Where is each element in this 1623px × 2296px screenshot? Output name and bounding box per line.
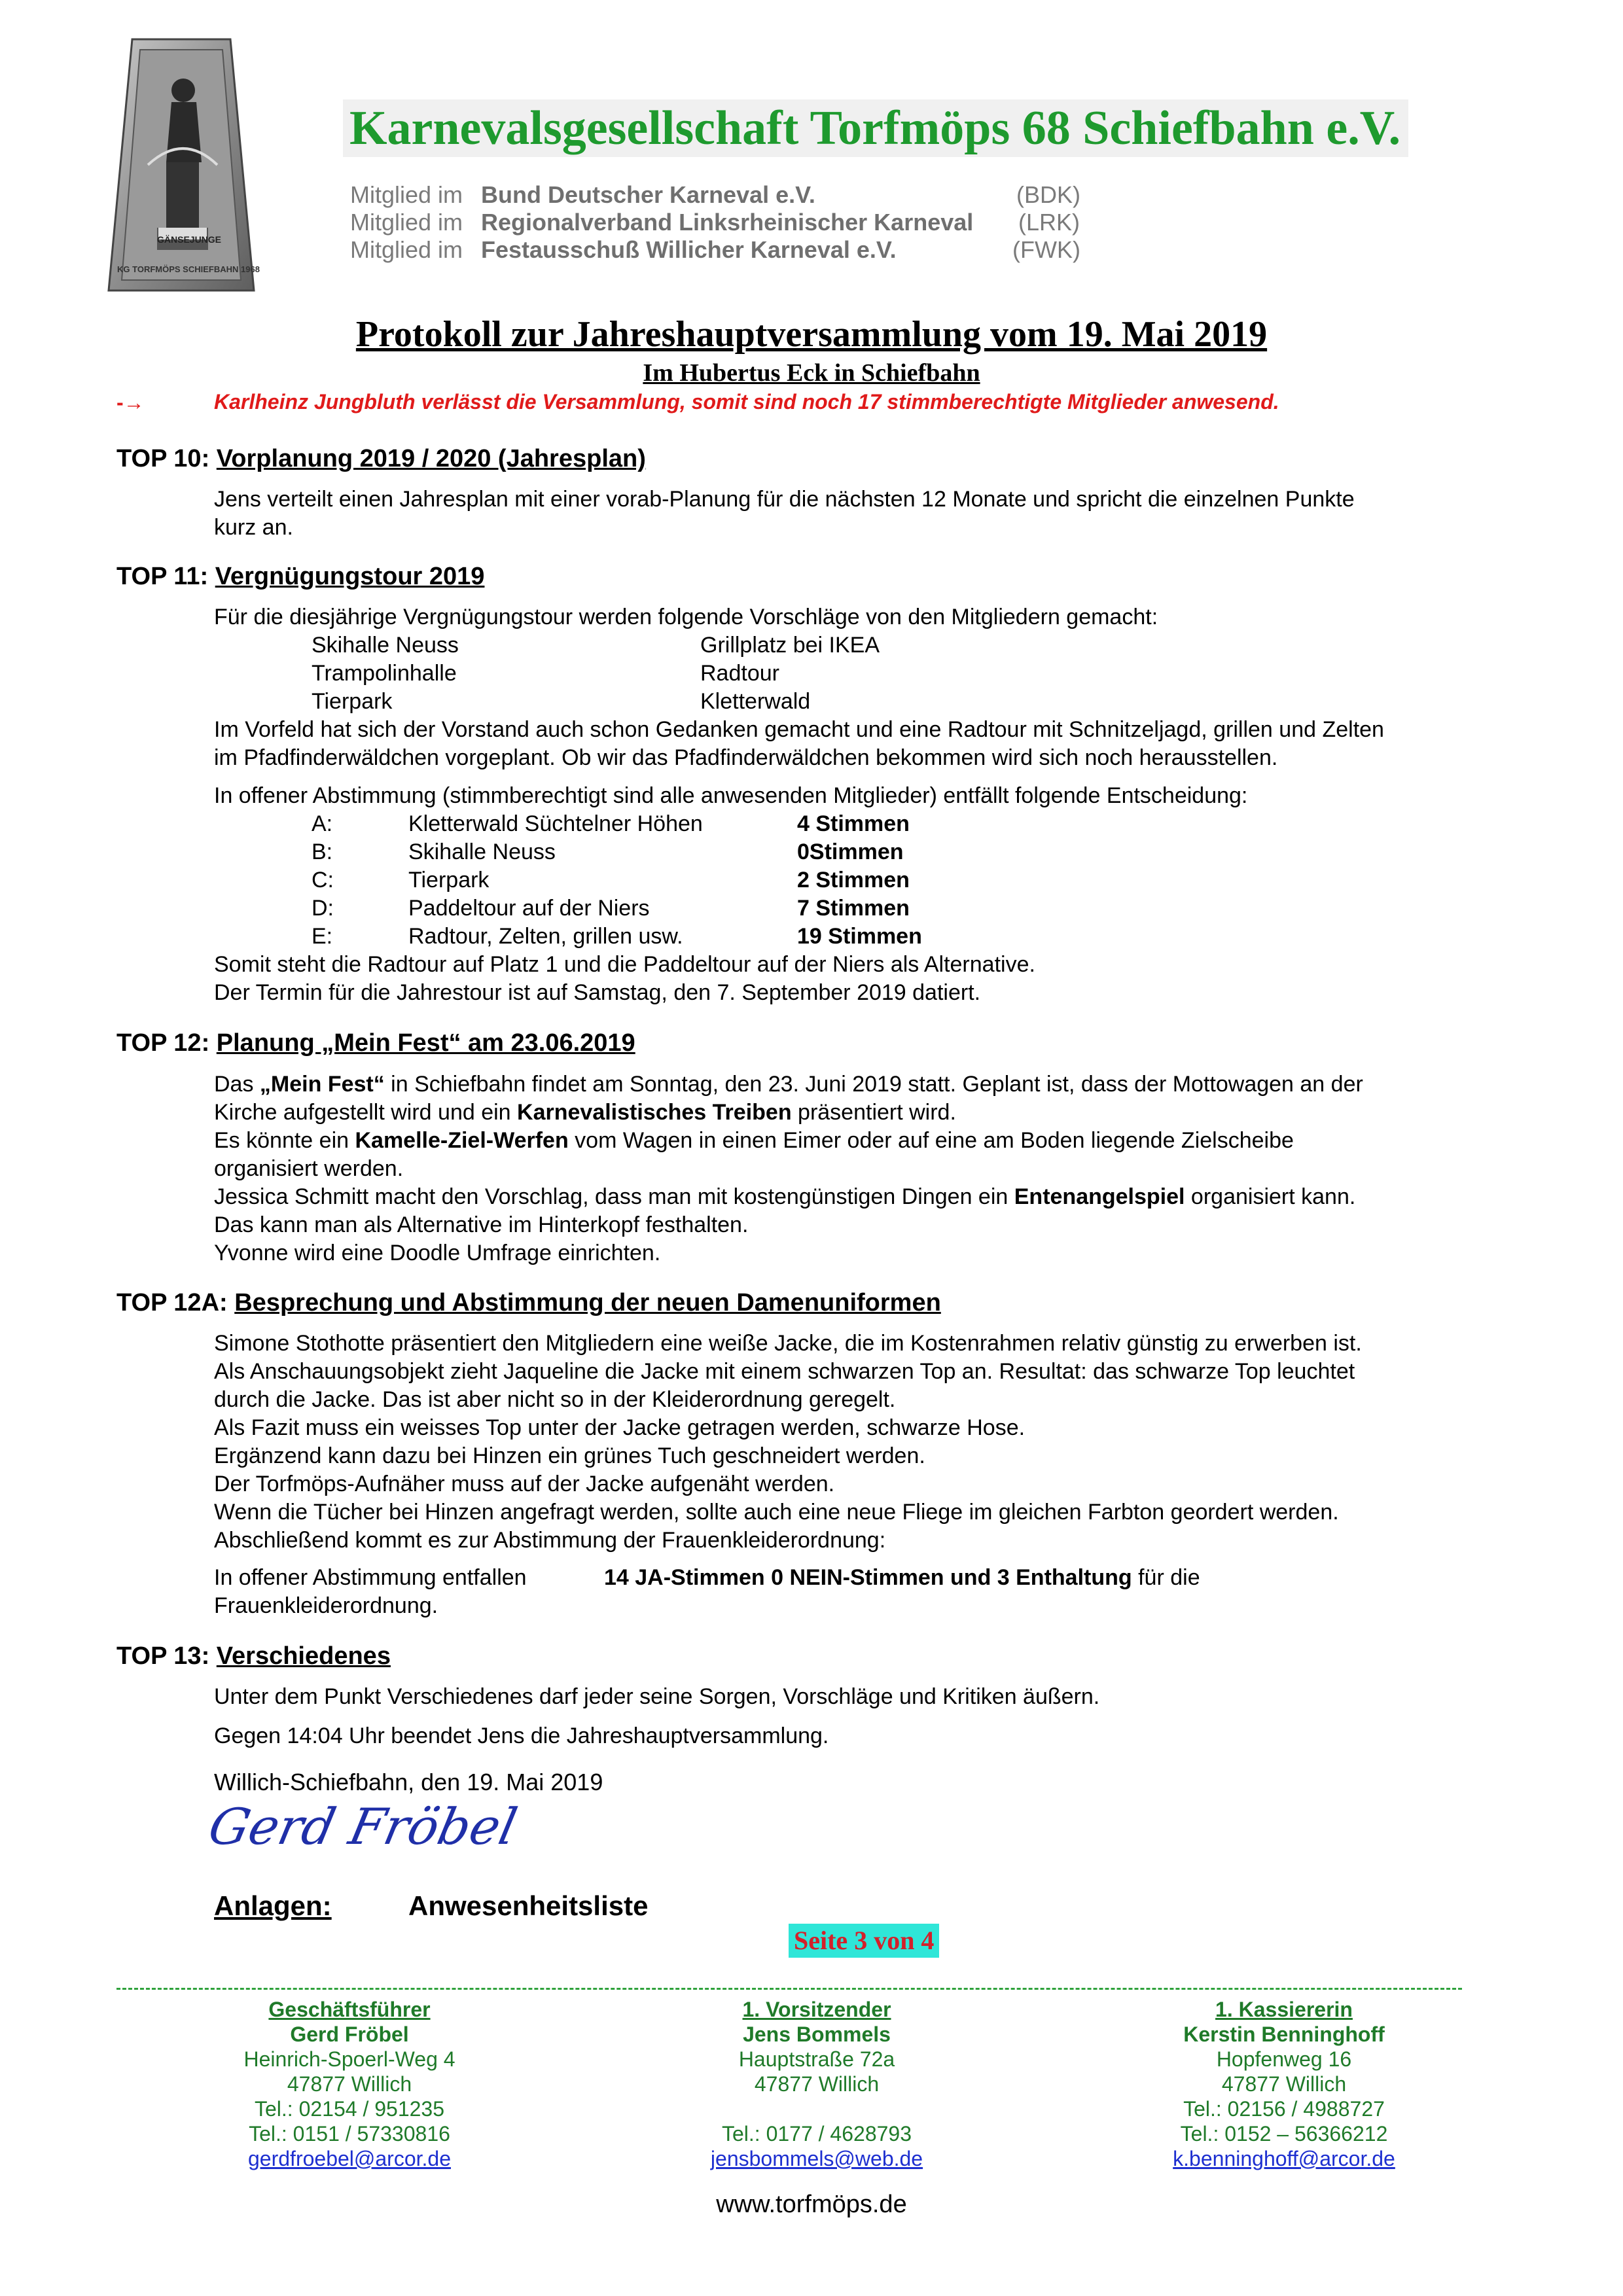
vote-option: Tierpark bbox=[408, 868, 490, 892]
top12a-line: Wenn die Tücher bei Hinzen angefragt werden, sollte auch eine neue Fliege im gleichen Farbton geordert werden. bbox=[214, 1500, 1339, 1525]
attachments-value: Anwesenheitsliste bbox=[408, 1890, 649, 1921]
membership-abbr: (BDK) bbox=[1016, 181, 1080, 208]
top12a-line: Ergänzend kann dazu bei Hinzen ein grünes Tuch geschneidert werden. bbox=[214, 1443, 925, 1468]
vote-result: 0Stimmen bbox=[797, 839, 904, 864]
vote-key: A: bbox=[312, 811, 333, 836]
contact-role: 1. Kassiererin bbox=[1215, 1998, 1353, 2021]
contact-phone: Tel.: 0151 / 57330816 bbox=[249, 2122, 450, 2146]
top10-heading bbox=[116, 444, 646, 474]
contact-street: Heinrich-Spoerl-Weg 4 bbox=[243, 2047, 455, 2071]
contact-city: 47877 Willich bbox=[754, 2072, 880, 2096]
contact-city: 47877 Willich bbox=[1221, 2072, 1347, 2096]
vote-option: Radtour, Zelten, grillen usw. bbox=[408, 924, 683, 949]
contact-name: Gerd Fröbel bbox=[290, 2022, 409, 2046]
contact-phone: Tel.: 02156 / 4988727 bbox=[1183, 2097, 1385, 2121]
top12-line: Das kann man als Alternative im Hinterkopf festhalten. bbox=[214, 1212, 749, 1237]
contact-phone bbox=[633, 2096, 1000, 2121]
top12a-title: Besprechung und Abstimmung der neuen Damenuniformen bbox=[234, 1289, 941, 1316]
contact-email-link[interactable]: jensbommels@web.de bbox=[710, 2147, 923, 2170]
top11-paragraph: Im Vorfeld hat sich der Vorstand auch schon Gedanken gemacht und eine Radtour mit Schnitzeljagd, grillen und Zelten bbox=[214, 717, 1384, 742]
contact-phone: Tel.: 0152 – 56366212 bbox=[1180, 2122, 1388, 2146]
top13-line: Unter dem Punkt Verschiedenes darf jeder seine Sorgen, Vorschläge und Kritiken äußern. bbox=[214, 1684, 1100, 1709]
suggestion-item: Skihalle Neuss bbox=[312, 633, 459, 658]
vote-key: C: bbox=[312, 868, 334, 892]
top12a-line: durch die Jacke. Das ist aber nicht so in der Kleiderordnung geregelt. bbox=[214, 1387, 896, 1412]
top11-heading bbox=[116, 561, 484, 592]
top12-title: Planung „Mein Fest“ am 23.06.2019 bbox=[216, 1029, 635, 1057]
website-link[interactable]: www.torfmöps.de bbox=[716, 2191, 907, 2218]
note-arrow-icon: -→ bbox=[116, 391, 145, 414]
top11-title: Vergnügungstour 2019 bbox=[215, 563, 485, 590]
top13-heading bbox=[116, 1641, 391, 1671]
top12a-heading bbox=[116, 1288, 941, 1318]
vote-key: E: bbox=[312, 924, 333, 949]
suggestion-item: Radtour bbox=[700, 661, 779, 686]
society-logo bbox=[106, 34, 257, 296]
top12a-line: Der Torfmöps-Aufnäher muss auf der Jacke aufgenäht werden. bbox=[214, 1472, 835, 1496]
top12a-line: Als Fazit muss ein weisses Top unter der Jacke getragen werden, schwarze Hose. bbox=[214, 1415, 1026, 1440]
contact-name: Kerstin Benninghoff bbox=[1183, 2022, 1385, 2046]
vote-option: Paddeltour auf der Niers bbox=[408, 896, 650, 921]
top11-intro: Für die diesjährige Vergnügungstour werden folgende Vorschläge von den Mitgliedern gemacht: bbox=[214, 605, 1158, 629]
top12a-vote-end: Frauenkleiderordnung. bbox=[214, 1593, 438, 1618]
footer-contact-geschaeftsfuehrer bbox=[166, 1997, 533, 2171]
contact-phone: Tel.: 0177 / 4628793 bbox=[721, 2122, 912, 2146]
top11-conclusion: Somit steht die Radtour auf Platz 1 und die Paddeltour auf der Niers als Alternative. bbox=[214, 952, 1035, 977]
top12a-number: TOP 12A: bbox=[116, 1289, 235, 1316]
membership-name: Bund Deutscher Karneval e.V. bbox=[481, 181, 815, 208]
top12a-vote-result: 14 JA-Stimmen 0 NEIN-Stimmen und 3 Enthaltung für die bbox=[604, 1565, 1200, 1590]
vote-result: 4 Stimmen bbox=[797, 811, 910, 836]
top12a-vote-label: In offener Abstimmung entfallen bbox=[214, 1565, 527, 1590]
footer-divider bbox=[116, 1988, 1462, 1990]
membership-name: Festausschuß Willicher Karneval e.V. bbox=[481, 236, 897, 263]
membership-lrk bbox=[350, 208, 1080, 237]
document-subtitle: Im Hubertus Eck in Schiefbahn bbox=[643, 359, 980, 387]
membership-label: Mitglied im bbox=[350, 181, 463, 208]
top13-number: TOP 13: bbox=[116, 1642, 217, 1670]
top12-line: Das „Mein Fest“ in Schiefbahn findet am Sonntag, den 23. Juni 2019 statt. Geplant ist, dass der Mottowagen an der bbox=[214, 1072, 1363, 1097]
vote-result: 2 Stimmen bbox=[797, 868, 910, 892]
membership-label: Mitglied im bbox=[350, 209, 463, 236]
top12-line: Kirche aufgestellt wird und ein Karnevalistisches Treiben präsentiert wird. bbox=[214, 1100, 956, 1125]
contact-name: Jens Bommels bbox=[743, 2022, 891, 2046]
top12-line: Jessica Schmitt macht den Vorschlag, dass man mit kostengünstigen Dingen ein Entenangelspiel organisiert kann. bbox=[214, 1184, 1356, 1209]
top10-line: kurz an. bbox=[214, 515, 293, 540]
membership-label: Mitglied im bbox=[350, 236, 463, 263]
vote-key: D: bbox=[312, 896, 334, 921]
top12-heading bbox=[116, 1028, 635, 1058]
top12-line: Es könnte ein Kamelle-Ziel-Werfen vom Wagen in einen Eimer oder auf eine am Boden liegende Zielscheibe bbox=[214, 1128, 1294, 1153]
top12a-line: Abschließend kommt es zur Abstimmung der Frauenkleiderordnung: bbox=[214, 1528, 886, 1553]
top12-line: organisiert werden. bbox=[214, 1156, 404, 1181]
logo-text-ring: KG TORFMÖPS SCHIEFBAHN 1968 bbox=[117, 264, 260, 274]
footer-contact-vorsitzender bbox=[633, 1997, 1000, 2171]
suggestion-item: Trampolinhalle bbox=[312, 661, 457, 686]
top12-line: Yvonne wird eine Doodle Umfrage einrichten. bbox=[214, 1241, 661, 1265]
suggestion-item: Tierpark bbox=[312, 689, 393, 714]
contact-street: Hopfenweg 16 bbox=[1216, 2047, 1352, 2071]
membership-abbr: (LRK) bbox=[1018, 209, 1080, 236]
page-number-badge: Seite 3 von 4 bbox=[789, 1924, 939, 1958]
top10-number: TOP 10: bbox=[116, 445, 217, 472]
top11-number: TOP 11: bbox=[116, 563, 215, 590]
top11-paragraph: im Pfadfinderwäldchen vorgeplant. Ob wir das Pfadfinderwäldchen bekommen wird sich noch herausstellen. bbox=[214, 745, 1278, 770]
contact-role: Geschäftsführer bbox=[268, 1998, 431, 2021]
svg-text:Gerd Fröbel: Gerd Fröbel bbox=[204, 1798, 522, 1856]
vote-option: Kletterwald Süchtelner Höhen bbox=[408, 811, 703, 836]
membership-fwk bbox=[350, 236, 1080, 264]
vote-key: B: bbox=[312, 839, 333, 864]
attachments-label: Anlagen: bbox=[214, 1890, 332, 1921]
document-title: Protokoll zur Jahreshauptversammlung vom 19. Mai 2019 bbox=[355, 314, 1268, 355]
vote-option: Skihalle Neuss bbox=[408, 839, 556, 864]
vote-result: 7 Stimmen bbox=[797, 896, 910, 921]
top10-title: Vorplanung 2019 / 2020 (Jahresplan) bbox=[216, 445, 646, 472]
membership-name: Regionalverband Linksrheinischer Karneval bbox=[481, 209, 974, 236]
top12a-line: Als Anschauungsobjekt zieht Jaqueline die Jacke mit einem schwarzen Top an. Resultat: das schwarze Top leuchtet bbox=[214, 1359, 1355, 1384]
contact-street: Hauptstraße 72a bbox=[738, 2047, 895, 2071]
top13-title: Verschiedenes bbox=[216, 1642, 391, 1670]
logo-text-top: GÄNSEJUNGE bbox=[157, 234, 222, 245]
top11-vote-intro: In offener Abstimmung (stimmberechtigt sind alle anwesenden Mitglieder) entfällt folgende Entscheidung: bbox=[214, 783, 1248, 808]
contact-email-link[interactable]: k.benninghoff@arcor.de bbox=[1173, 2147, 1395, 2170]
membership-bdk bbox=[350, 181, 1080, 209]
top11-conclusion: Der Termin für die Jahrestour ist auf Samstag, den 7. September 2019 datiert. bbox=[214, 980, 981, 1005]
note-text: Karlheinz Jungbluth verlässt die Versammlung, somit sind noch 17 stimmberechtigte Mitglieder anwesend. bbox=[214, 390, 1279, 414]
place-date: Willich-Schiefbahn, den 19. Mai 2019 bbox=[214, 1769, 603, 1795]
top12a-line: Simone Stothotte präsentiert den Mitgliedern eine weiße Jacke, die im Kostenrahmen relativ günstig zu erwerben ist. bbox=[214, 1331, 1362, 1356]
suggestion-item: Kletterwald bbox=[700, 689, 811, 714]
signature-image bbox=[204, 1792, 522, 1870]
top13-line: Gegen 14:04 Uhr beendet Jens die Jahreshauptversammlung. bbox=[214, 1723, 829, 1748]
contact-email-link[interactable]: gerdfroebel@arcor.de bbox=[248, 2147, 451, 2170]
organization-title: Karnevalsgesellschaft Torfmöps 68 Schiefbahn e.V. bbox=[343, 99, 1408, 157]
contact-phone: Tel.: 02154 / 951235 bbox=[254, 2097, 444, 2121]
vote-result: 19 Stimmen bbox=[797, 924, 922, 949]
footer-contact-kassiererin bbox=[1101, 1997, 1467, 2171]
suggestion-item: Grillplatz bei IKEA bbox=[700, 633, 880, 658]
contact-role: 1. Vorsitzender bbox=[742, 1998, 891, 2021]
contact-city: 47877 Willich bbox=[287, 2072, 412, 2096]
top12-number: TOP 12: bbox=[116, 1029, 217, 1057]
top10-line: Jens verteilt einen Jahresplan mit einer vorab-Planung für die nächsten 12 Monate und spricht die einzelnen Punkte bbox=[214, 487, 1355, 512]
membership-abbr: (FWK) bbox=[1012, 236, 1080, 263]
